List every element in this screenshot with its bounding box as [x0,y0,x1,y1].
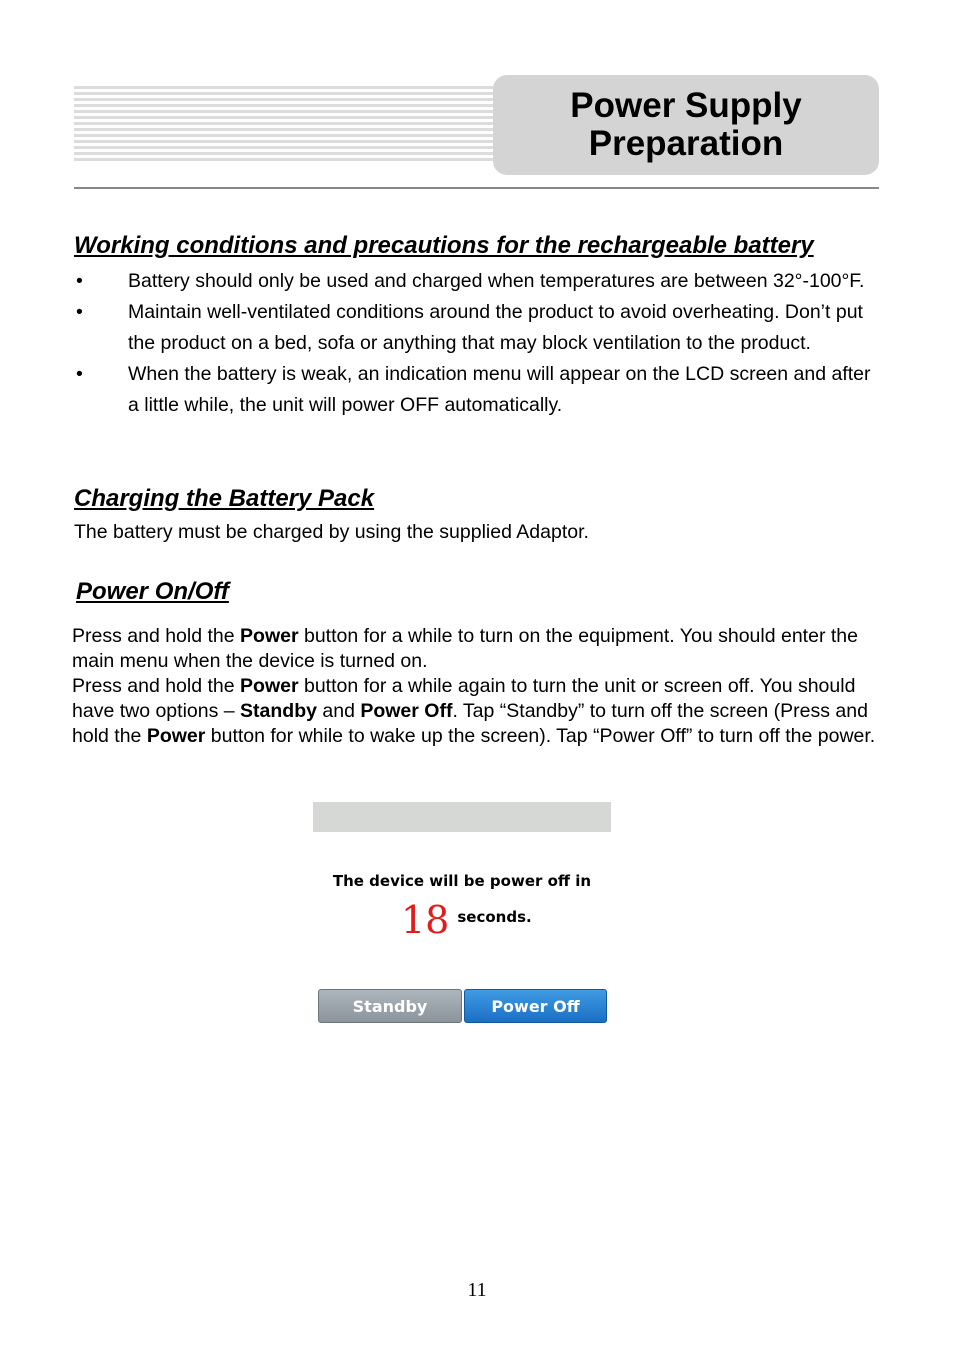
text-run-bold: Standby [240,700,317,722]
page-number: 11 [467,1279,487,1301]
bullet-icon: • [76,270,83,292]
text-run-bold: Power [240,675,299,697]
power-off-paragraph [72,674,886,749]
header-divider [74,187,879,189]
dialog-message: The device will be power off in [332,872,592,890]
text-run-bold: Power [146,725,206,747]
header-decoration-lines [74,86,494,164]
bullet-icon: • [76,363,83,385]
battery-precautions-list [74,266,886,421]
list-item [74,297,886,359]
text-run: button for while to wake up the screen). Tap “Power Off” to turn off the power. [205,725,876,747]
text-run: Press and hold the [72,625,241,647]
text-run: and [316,700,361,722]
bullet-icon: • [76,301,83,323]
list-item-text: When the battery is weak, an indication menu will appear on the LCD screen and after a little while, the unit will power OFF automatically. [128,363,871,416]
charging-text: The battery must be charged by using the supplied Adaptor. [74,521,589,543]
list-item-text: Battery should only be used and charged when temperatures are between 32°-100°F. [128,270,865,292]
standby-button[interactable]: Standby [318,989,462,1023]
charging-section-heading: Charging the Battery Pack [74,485,375,512]
battery-section-heading: Working conditions and precautions for the rechargeable battery [74,232,814,259]
countdown-number: 18 [401,898,450,942]
text-run: button for a while again to turn the unit or screen off. You should have two options – [72,675,856,722]
page-title: Power Supply Preparation [570,86,802,163]
countdown-row [401,898,532,942]
title-box [493,75,879,175]
text-run-bold: Power Off [360,700,453,722]
countdown-unit: seconds. [457,908,532,926]
list-item-text: Maintain well-ventilated conditions around the product to avoid overheating. Don’t put the product on a bed, sofa or anything that may block ventilation to the product. [128,301,863,354]
power-off-dialog [313,802,611,1032]
dialog-title-bar [313,802,611,832]
text-run: button for a while to turn on the equipment. You should enter the main menu when the device is turned on. [72,625,858,672]
power-off-button[interactable]: Power Off [464,989,607,1023]
power-on-paragraph [72,624,886,674]
text-run-bold: Power [240,625,299,647]
text-run: Press and hold the [72,675,241,697]
list-item [74,359,886,421]
text-run: . Tap “Standby” to turn off the screen (Press and hold the [72,700,868,747]
power-section-heading: Power On/Off [76,578,229,605]
list-item [74,266,886,297]
